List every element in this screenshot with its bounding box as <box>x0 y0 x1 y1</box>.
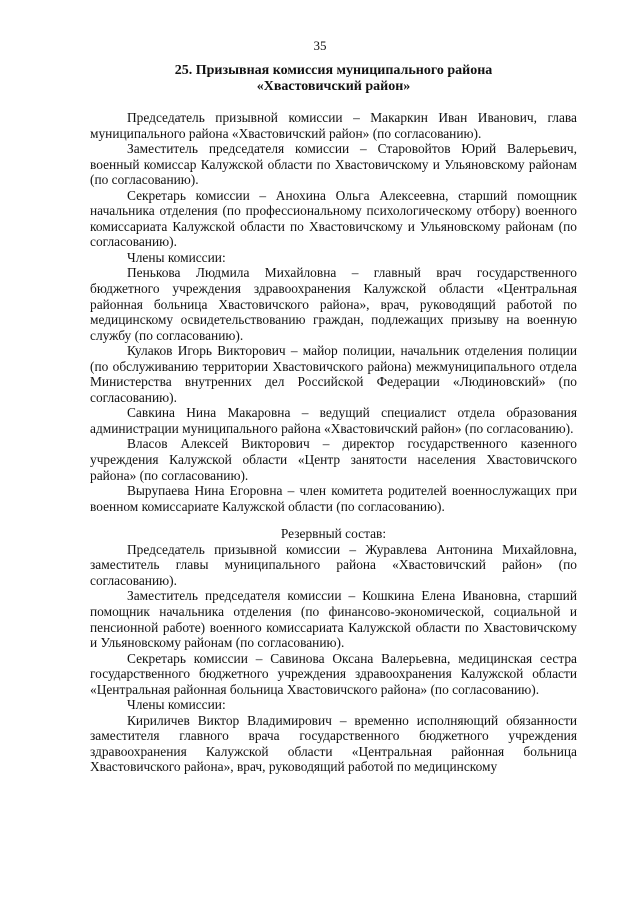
member-paragraph: Пенькова Людмила Михайловна – главный врач государственного бюджетного учреждения здравоохранения Калужской области «Центральная районная больница Хвастовичского района», врач, руководящий работой по медицинскому освидетельствованию граждан, подлежащих призыву на военную службу (по согласованию). <box>90 265 577 343</box>
section-title-line-1: 25. Призывная комиссия муниципального района <box>174 63 493 78</box>
member-paragraph: Савкина Нина Макаровна – ведущий специалист отдела образования администрации муниципального района «Хвастовичский район» (по согласованию). <box>90 405 577 436</box>
reserve-members-heading: Члены комиссии: <box>127 697 226 713</box>
member-paragraph: Кулаков Игорь Викторович – майор полиции, начальник отделения полиции (по обслуживанию территории Хвастовичского района) межмуниципального отдела Министерства внутренних дел Российской Федерации «Людиновский» (по согласованию). <box>90 343 577 405</box>
chairman-paragraph: Председатель призывной комиссии – Макаркин Иван Иванович, глава муниципального района «Хвастовичский район» (по согласованию). <box>90 110 577 141</box>
section-title <box>90 63 577 95</box>
member-paragraph: Власов Алексей Викторович – директор государственного казенного учреждения Калужской области «Центр занятости населения Хвастовичского района» (по согласованию). <box>90 436 577 483</box>
members-heading: Члены комиссии: <box>127 249 226 265</box>
reserve-chairman-paragraph: Председатель призывной комиссии – Журавлева Антонина Михайловна, заместитель главы муниципального района «Хвастовичский район» (по согласованию). <box>90 541 577 588</box>
deputy-chairman-paragraph: Заместитель председателя комиссии – Старовойтов Юрий Валерьевич, военный комиссар Калужской области по Хвастовичскому и Ульяновскому районам (по согласованию). <box>90 141 577 188</box>
reserve-member-paragraph: Кириличев Виктор Владимирович – временно исполняющий обязанности заместителя главного врача государственного бюджетного учреждения здравоохранения Калужской области «Центральная районная больница Хвастовичского района», врач, руководящий работой по медицинскому <box>90 712 577 775</box>
section-title-line-2: «Хвастовичский район» <box>256 79 411 94</box>
member-paragraph: Вырупаева Нина Егоровна – член комитета родителей военнослужащих при военном комиссариате Калужской области (по согласованию). <box>90 483 577 514</box>
reserve-secretary-paragraph: Секретарь комиссии – Савинова Оксана Валерьевна, медицинская сестра государственного бюджетного учреждения здравоохранения Калужской области «Центральная районная больница Хвастовичского района» (по согласованию). <box>90 650 577 697</box>
secretary-paragraph: Секретарь комиссии – Анохина Ольга Алексеевна, старший помощник начальника отделения (по профессиональному психологическому отбору) военного комиссариата Калужской области по Хвастовичскому и Ульяновскому районам (по согласованию). <box>90 187 577 250</box>
document-body <box>90 110 577 775</box>
reserve-heading: Резервный состав: <box>280 526 387 542</box>
page-number: 35 <box>313 38 327 53</box>
reserve-deputy-chairman-paragraph: Заместитель председателя комиссии – Кошкина Елена Ивановна, старший помощник начальника отделения (по финансово-экономической, социальной и пенсионной работе) военного комиссариата Калужской области по Хвастовичскому и Ульяновскому районам (по согласованию). <box>90 588 577 651</box>
